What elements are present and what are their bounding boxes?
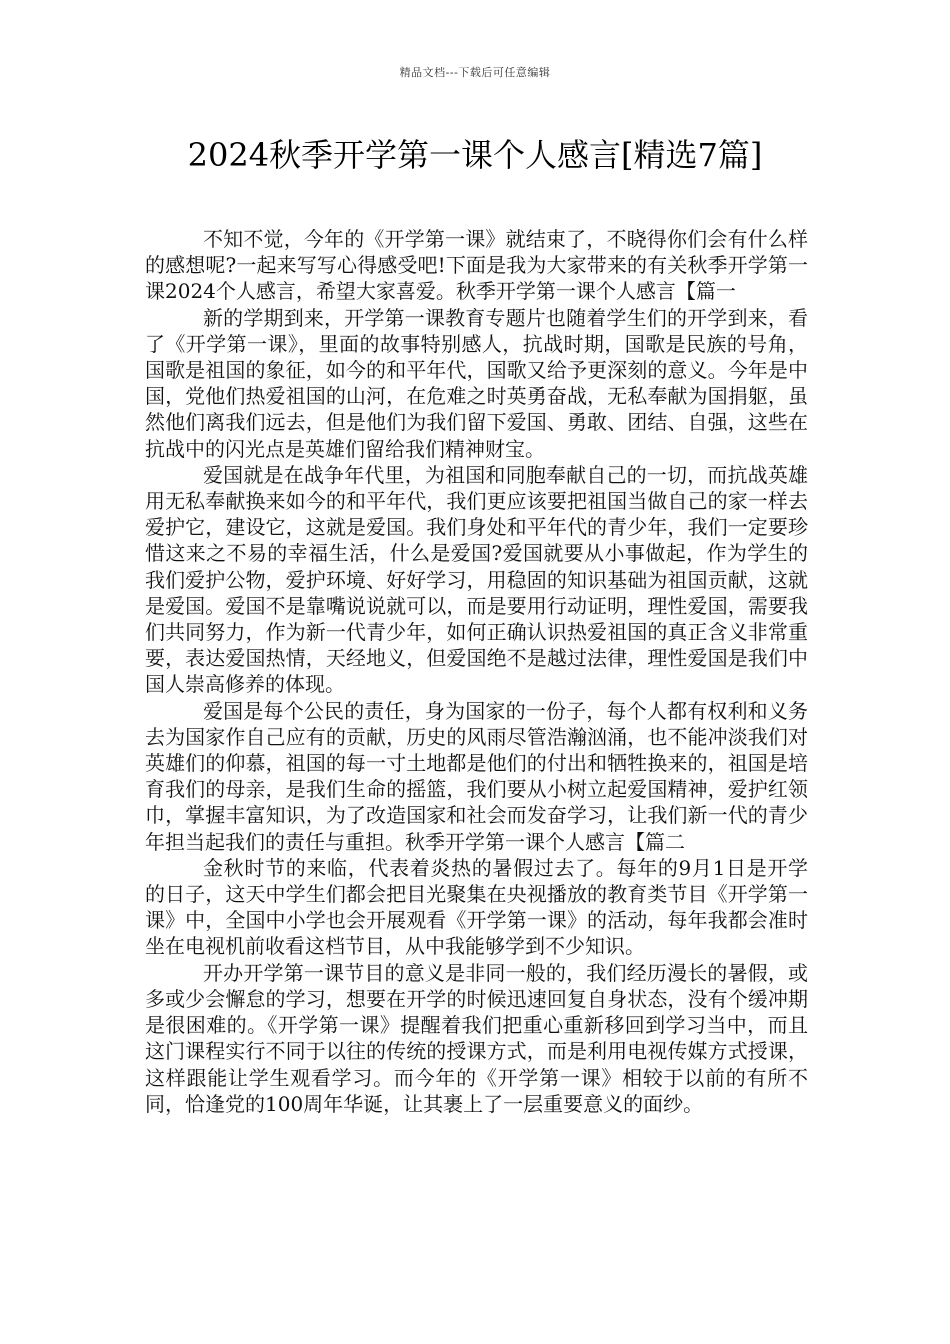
paragraph: 开办开学第一课节目的意义是非同一般的，我们经历漫长的暑假，或多或少会懈怠的学习，想要在开学的时候迅速回复自身状态，没有个缓冲期是很困难的。《开学第一课》提醒着我们把重心重新移回到学习当中，而且这门课程实行不同于以往的传统的授课方式，而是利用电视传媒方式授课，这样跟能让学生观看学习。而今年的《开学第一课》相较于以前的有所不同，恰逢党的100周年华诞，让其裹上了一层重要意义的面纱。 bbox=[145, 960, 808, 1116]
paragraph: 新的学期到来，开学第一课教育专题片也随着学生们的开学到来，看了《开学第一课》，里面的故事特别感人，抗战时期，国歌是民族的号角，国歌是祖国的象征，如今的和平年代，国歌又给予更深刻的意义。今年是中国，党他们热爱祖国的山河，在危难之时英勇奋战，无私奉献为国捐躯，虽然他们离我们远去，但是他们为我们留下爱国、勇敢、团结、自强，这些在抗战中的闪光点是英雄们留给我们精神财宝。 bbox=[145, 305, 808, 461]
paragraph: 爱国是每个公民的责任，身为国家的一份子，每个人都有权利和义务去为国家作自己应有的贡献，历史的风雨尽管浩瀚汹涌，也不能冲淡我们对英雄们的仰慕，祖国的每一寸土地都是他们的付出和牺牲换来的，祖国是培育我们的母亲，是我们生命的摇篮，我们要从小树立起爱国精神，爱护红领巾，掌握丰富知识，为了改造国家和社会而发奋学习，让我们新一代的青少年担当起我们的责任与重担。秋季开学第一课个人感言【篇二 bbox=[145, 698, 808, 854]
document-body bbox=[145, 226, 808, 1117]
paragraph: 金秋时节的来临，代表着炎热的暑假过去了。每年的9月1日是开学的日子，这天中学生们都会把目光聚集在央视播放的教育类节目《开学第一课》中，全国中小学也会开展观看《开学第一课》的活动，每年我都会准时坐在电视机前收看这档节目，从中我能够学到不少知识。 bbox=[145, 855, 808, 959]
paragraph: 不知不觉，今年的《开学第一课》就结束了，不晓得你们会有什么样的感想呢?一起来写写心得感受吧!下面是我为大家带来的有关秋季开学第一课2024个人感言，希望大家喜爱。秋季开学第一课个人感言【篇一 bbox=[145, 227, 808, 304]
header-note: 精品文档---下载后可任意编辑 bbox=[399, 66, 551, 79]
paragraph: 爱国就是在战争年代里，为祖国和同胞奉献自己的一切，而抗战英雄用无私奉献换来如今的和平年代，我们更应该要把祖国当做自己的家一样去爱护它，建设它，这就是爱国。我们身处和平年代的青少年，我们一定要珍惜这来之不易的幸福生活，什么是爱国?爱国就要从小事做起，作为学生的我们爱护公物，爱护环境、好好学习，用稳固的知识基础为祖国贡献，这就是爱国。爱国不是靠嘴说说就可以，而是要用行动证明，理性爱国，需要我们共同努力，作为新一代青少年，如何正确认识热爱祖国的真正含义非常重要，表达爱国热情，天经地义，但爱国绝不是越过法律，理性爱国是我们中国人崇高修养的体现。 bbox=[145, 462, 808, 697]
document-title: 2024秋季开学第一课个人感言[精选7篇] bbox=[187, 136, 763, 174]
